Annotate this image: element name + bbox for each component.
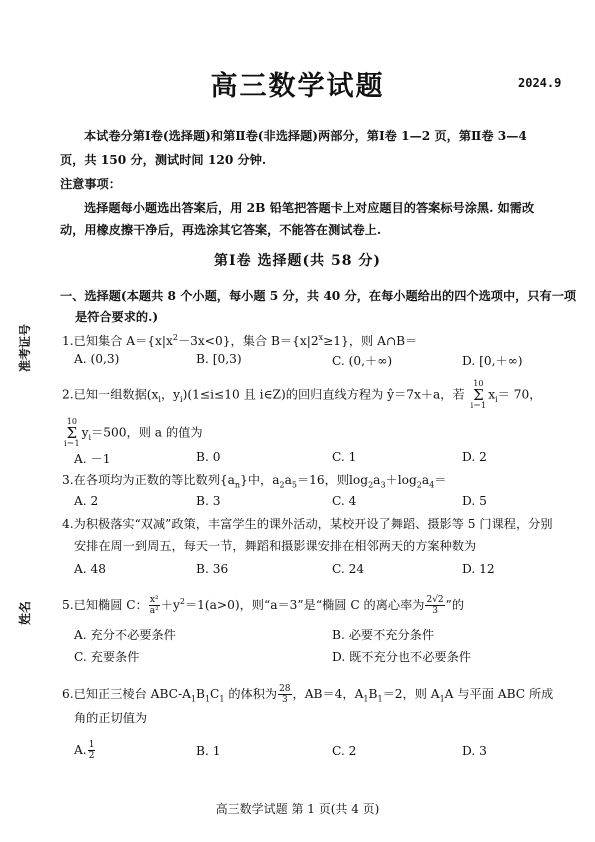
- notes-heading: 注意事项：: [60, 177, 121, 191]
- option-d: D. 既不充分也不必要条件: [332, 650, 471, 664]
- section-title: 第Ⅰ卷 选择题(共 58 分): [214, 253, 381, 269]
- option-d: D. 3: [462, 744, 487, 758]
- option-b: B. 1: [196, 744, 221, 758]
- page-footer: 高三数学试题 第 1 页(共 4 页): [215, 802, 380, 816]
- question-3-options: [74, 494, 544, 510]
- question-2: 2.已知一组数据($x_i$，$y_i)(1\le i\le 10$ 且 i∈Z)的回归直线方程为 ŷ＝7x＋a，若 10 Σ $i=1x_i= 70$，: [62, 379, 542, 410]
- option-a: A. (0,3): [74, 352, 120, 366]
- question-2-options: [74, 450, 544, 466]
- option-b: B. [0,3): [196, 352, 242, 366]
- fraction: $\frac{28}{3}$: [279, 684, 291, 705]
- option-c: C. 2: [332, 744, 357, 758]
- option-c: C. 1: [332, 450, 357, 464]
- fraction: $\frac{\text{x²}}{\text{a²}}$: [149, 595, 159, 617]
- option-a: A. 48: [74, 562, 107, 576]
- question-5: 5.已知椭圆 C： $\frac{\text{x²}}{\text{a²}}$ $+y^2=1(a>0)$，则“a＝3”是“椭圆 C 的离心率为 $\frac{2√2}{3}$ ”的: [62, 595, 465, 617]
- name-label: 姓名: [18, 600, 32, 625]
- option-c: C. 24: [332, 562, 365, 576]
- option-b: B. 3: [196, 494, 221, 508]
- option-a: A. $\frac{1}{2}$: [74, 740, 95, 761]
- question-5-options-row-2: [74, 648, 544, 664]
- option-a: A. 充分不必要条件: [74, 628, 176, 642]
- option-c: C. (0,＋∞): [332, 354, 393, 368]
- page-title: 高三数学试题: [210, 71, 385, 102]
- option-b: B. 必要不充分条件: [332, 628, 435, 642]
- notes-line-2: 动，用橡皮擦干净后，再选涂其它答案，不能答在测试卷上.: [60, 223, 382, 237]
- question-4-line-2: 安排在周一到周五，每天一节，舞蹈和摄影课安排在相邻两天的方案种数为: [74, 539, 477, 553]
- exam-date: 2024.9: [518, 76, 562, 90]
- part1-line-2: 是符合要求的.): [75, 310, 159, 324]
- question-6-line-2: 角的正切值为: [74, 711, 148, 725]
- question-1: 1.已知集合 $A=\{x|x^2-3x<0\}$，集合 $B=\{x|2^x\ge 1\}$，则 A∩B＝: [62, 333, 418, 349]
- question-4-options: [74, 562, 544, 578]
- summation: 10 Σ i＝1: [470, 379, 487, 410]
- option-d: D. 2: [462, 450, 487, 464]
- option-c: C. 充要条件: [74, 650, 140, 664]
- part1-line-1: 一、选择题(本题共 8 个小题，每小题 5 分，共 40 分，在每小题给出的四个选项中，只有一项: [60, 289, 577, 303]
- question-2-line-2: 10 Σ $i=1y_i=500$，则 a 的值为: [64, 417, 203, 448]
- option-c: C. 4: [332, 494, 357, 508]
- question-3: 3.在各项均为正数的等比数列$\{a_n\}$中，$a_2a_5=16$，则$\log_2a_3+\log_2a_4=$: [62, 473, 447, 490]
- option-d: D. 5: [462, 494, 487, 508]
- exam-id-label: 准考证号: [18, 323, 32, 372]
- option-a: A. －1: [74, 452, 111, 466]
- option-b: B. 36: [196, 562, 229, 576]
- summation: 10 Σ i＝1: [64, 417, 80, 448]
- question-6-options: [74, 740, 544, 764]
- question-1-options: [74, 352, 544, 368]
- question-6: 6.已知正三棱台 ABC-$A_1B_1C_1$ 的体积为 $\frac{28}{3}$ ，AB＝4，$A_1B_1=2$，则 $A_1A$ 与平面 ABC 所成: [62, 684, 554, 705]
- question-4: 4.为积极落实“双减”政策，丰富学生的课外活动，某校开设了舞蹈、摄影等 5 门课程，分别: [62, 517, 553, 531]
- fraction: $\frac{2√2}{3}$: [426, 595, 444, 617]
- option-a: A. 2: [74, 494, 99, 508]
- question-5-options-row-1: [74, 626, 544, 642]
- option-d: D. [0,＋∞): [462, 354, 523, 368]
- notes-line-1: 选择题每小题选出答案后，用 2B 铅笔把答题卡上对应题目的答案标号涂黑. 如需改: [84, 201, 535, 215]
- option-b: B. 0: [196, 450, 221, 464]
- intro-line-1: 本试卷分第Ⅰ卷(选择题)和第Ⅱ卷(非选择题)两部分，第Ⅰ卷 1—2 页，第Ⅱ卷 3—4: [84, 129, 527, 143]
- intro-line-2: 页，共 150 分，测试时间 120 分钟.: [60, 153, 267, 167]
- option-d: D. 12: [462, 562, 495, 576]
